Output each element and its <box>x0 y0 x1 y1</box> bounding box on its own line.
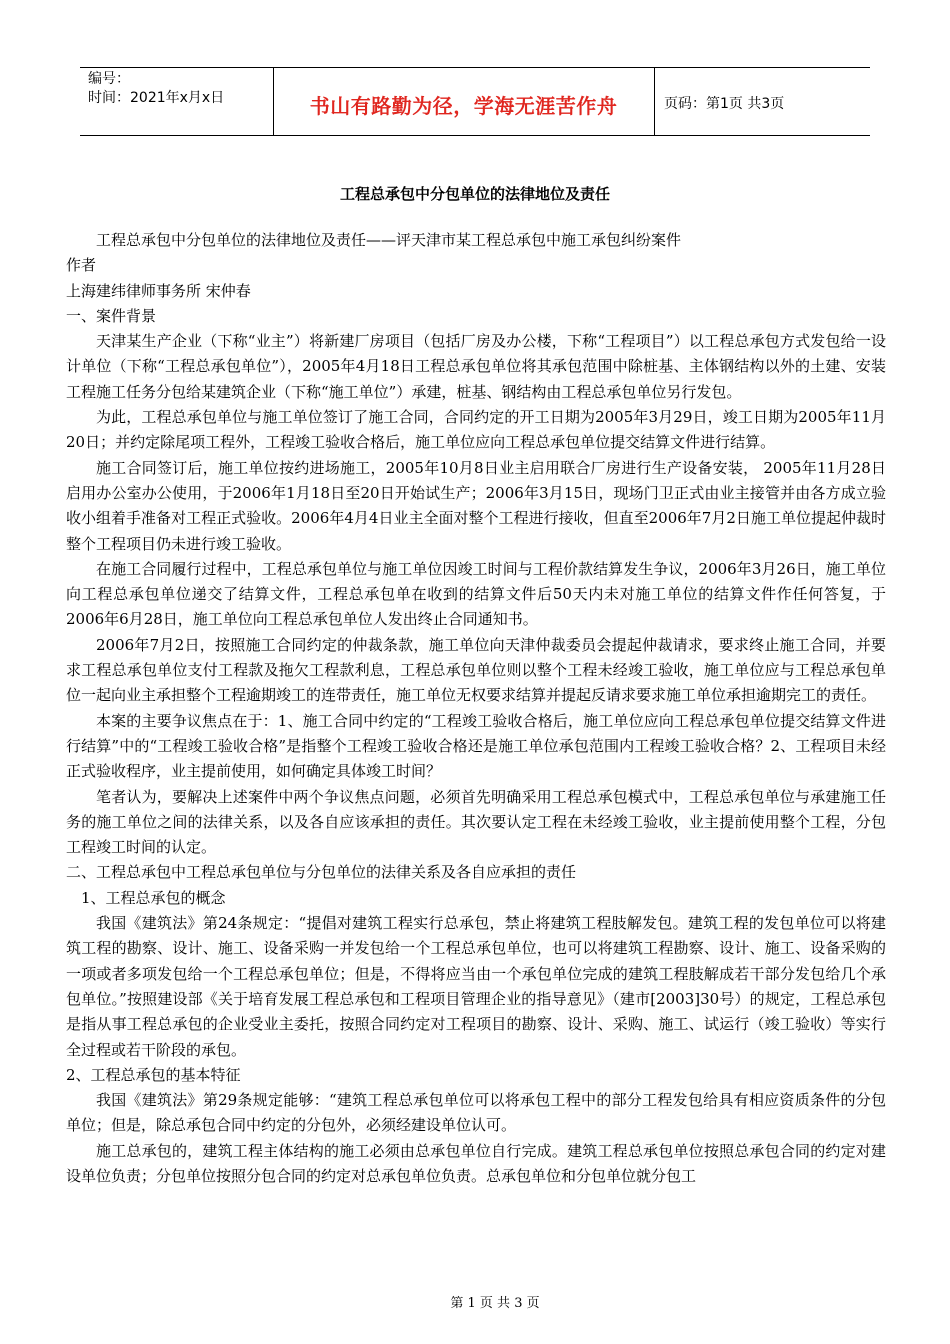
subsection-heading: 1、工程总承包的概念 <box>81 888 226 907</box>
section-heading-1: 一、案件背景 <box>66 306 157 325</box>
paragraph: 本案的主要争议焦点在于：1、施工合同中约定的“工程竣工验收合格后，施工单位应向工程总承包单位提交结算文件进行结算”中的“工程竣工验收合格”是指整个工程竣工验收合格还是施工单位承包范围内工程竣工验收合格？2、工程项目未经正式验收程序，业主提前使用，如何确定具体竣工时间？ <box>66 711 886 781</box>
document-title: 工程总承包中分包单位的法律地位及责任 <box>339 185 610 203</box>
document-body <box>66 228 886 1189</box>
header-meta <box>88 70 224 108</box>
header-page-number: 页码：第1页 共3页 <box>664 96 785 112</box>
paragraph-subtitle: 工程总承包中分包单位的法律地位及责任——评天津市某工程总承包中施工承包纠纷案件 <box>96 231 682 249</box>
header-top-rule <box>80 67 870 68</box>
paragraph-author: 上海建纬律师事务所 宋仲春 <box>66 281 251 300</box>
paragraph: 我国《建筑法》第24条规定：“提倡对建筑工程实行总承包，禁止将建筑工程肢解发包。建筑工程的发包单位可以将建筑工程的勘察、设计、施工、设备采购一并发包给一个工程总承包单位，也可以将建筑工程勘察、设计、施工、设备采购的一项或者多项发包给一个工程总承包单位；但是，不得将应当由一个承包单位完成的建筑工程肢解成若干部分发包给几个承包单位。”按照建设部《关于培育发展工程总承包和工程项目管理企业的指导意见》（建市[2003]30号）的规定，工程总承包是指从事工程总承包的企业受业主委托，按照合同约定对工程项目的勘察、设计、采购、施工、试运行（竣工验收）等实行全过程或若干阶段的承包。 <box>66 914 886 1059</box>
paragraph-author-label: 作者 <box>66 256 97 275</box>
paragraph: 施工总承包的，建筑工程主体结构的施工必须由总承包单位自行完成。建筑工程总承包单位按照总承包合同的约定对建设单位负责；分包单位按照分包合同的约定对总承包单位负责。总承包单位和分包单位就分包工 <box>66 1141 886 1185</box>
paragraph: 2006年7月2日，按照施工合同约定的仲裁条款，施工单位向天津仲裁委员会提起仲裁请求，要求终止施工合同，并要求工程总承包单位支付工程款及拖欠工程款利息，工程总承包单位则以整个工程未经竣工验收，施工单位应与工程总承包单位一起向业主承担整个工程逾期竣工的连带责任，施工单位无权要求结算并提起反请求要求施工单位承担逾期完工的责任。 <box>66 635 886 705</box>
header-motto: 书山有路勤为径，学海无涯苦作舟 <box>309 94 618 118</box>
page-footer: 第 1 页 共 3 页 <box>450 1296 540 1311</box>
section-heading-2: 二、工程总承包中工程总承包单位与分包单位的法律关系及各自应承担的责任 <box>66 863 577 882</box>
paragraph: 天津某生产企业（下称“业主”）将新建厂房项目（包括厂房及办公楼，下称“工程项目”）以工程总承包方式发包给一设计单位（下称“工程总承包单位”），2005年4月18日工程总承包单位将其承包范围中除桩基、主体钢结构以外的土建、安装工程施工任务分包给某建筑企业（下称“施工单位”）承建，桩基、钢结构由工程总承包单位另行发包。 <box>66 332 886 401</box>
date-label: 时间：2021年x月x日 <box>88 90 225 106</box>
serial-label: 编号： <box>88 71 130 87</box>
header-divider-right <box>654 68 655 135</box>
paragraph: 为此，工程总承包单位与施工单位签订了施工合同，合同约定的开工日期为2005年3月29日，竣工日期为2005年11月20日；并约定除尾项工程外，工程竣工验收合格后，施工单位应向工程总承包单位提交结算文件进行结算。 <box>66 408 886 452</box>
paragraph: 笔者认为，要解决上述案件中两个争议焦点问题，必须首先明确采用工程总承包模式中，工程总承包单位与承建施工任务的施工单位之间的法律关系，以及各自应该承担的责任。其次要认定工程在未经竣工验收，业主提前使用整个工程，分包工程竣工时间的认定。 <box>66 787 886 857</box>
paragraph: 在施工合同履行过程中，工程总承包单位与施工单位因竣工时间与工程价款结算发生争议，2006年3月26日，施工单位向工程总承包单位递交了结算文件，工程总承包单在收到的结算文件后50天内未对施工单位的结算文件作任何答复，于2006年6月28日，施工单位向工程总承包单位人发出终止合同通知书。 <box>66 559 886 629</box>
subsection-heading: 2、工程总承包的基本特征 <box>66 1065 241 1084</box>
header-bottom-rule <box>80 135 870 136</box>
paragraph: 施工合同签订后，施工单位按约进场施工，2005年10月8日业主启用联合厂房进行生产设备安装， 2005年11月28日启用办公室办公使用，于2006年1月18日至20日开始试生产；2006年3月15日，现场门卫正式由业主接管并由各方成立验收小组着手准备对工程正式验收。2006年4月4日业主全面对整个工程进行接收，但直至2006年7月2日施工单位提起仲裁时整个工程项目仍未进行竣工验收。 <box>66 458 886 553</box>
paragraph: 我国《建筑法》第29条规定能够：“建筑工程总承包单位可以将承包工程中的部分工程发包给具有相应资质条件的分包单位；但是，除总承包合同中约定的分包外，必须经建设单位认可。 <box>66 1091 886 1135</box>
